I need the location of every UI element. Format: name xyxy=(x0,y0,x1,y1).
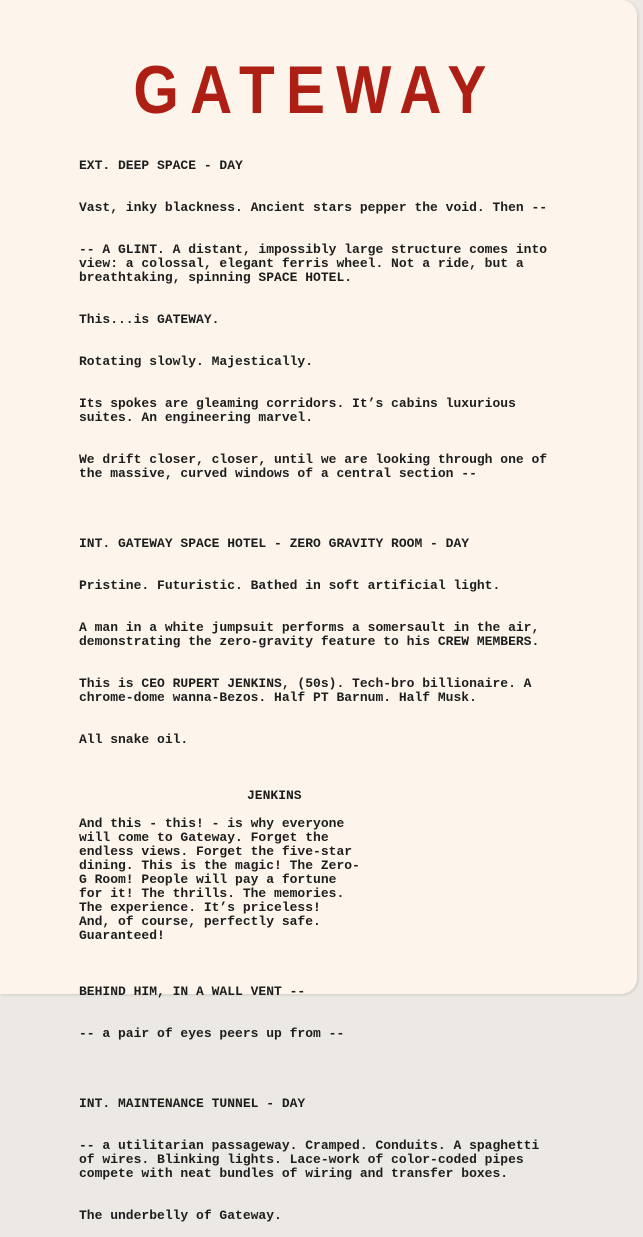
screenplay-body xyxy=(79,145,599,1237)
action-line: Its spokes are gleaming corridors. It’s cabins luxurious suites. An engineering marvel. xyxy=(79,396,516,425)
action-line: The underbelly of Gateway. xyxy=(79,1208,282,1223)
action-line: Vast, inky blackness. Ancient stars pepper the void. Then -- xyxy=(79,200,548,215)
scene-heading-2: INT. GATEWAY SPACE HOTEL - ZERO GRAVITY ROOM - DAY xyxy=(79,536,470,551)
action-line: All snake oil. xyxy=(79,732,189,747)
character-cue: JENKINS xyxy=(247,788,302,803)
action-line: We drift closer, closer, until we are looking through one of the massive, curved windows of a central section -- xyxy=(79,452,548,481)
action-line: A man in a white jumpsuit performs a somersault in the air, demonstrating the zero-gravity feature to his CREW MEMBERS. xyxy=(79,620,540,649)
action-line: This...is GATEWAY. xyxy=(79,312,220,327)
action-line: This is CEO RUPERT JENKINS, (50s). Tech-bro billionaire. A chrome-dome wanna-Bezos. Half PT Barnum. Half Musk. xyxy=(79,676,532,705)
action-line: Pristine. Futuristic. Bathed in soft artificial light. xyxy=(79,578,501,593)
action-line: -- a utilitarian passageway. Cramped. Conduits. A spaghetti of wires. Blinking lights. Lace-work of color-coded pipes compete with neat bundles of wiring and transfer boxes. xyxy=(79,1138,540,1181)
action-line: BEHIND HIM, IN A WALL VENT -- xyxy=(79,984,306,999)
scene-heading-1: EXT. DEEP SPACE - DAY xyxy=(79,158,243,173)
action-line: -- A GLINT. A distant, impossibly large structure comes into view: a colossal, elegant ferris wheel. Not a ride, but a breathtaking, spinning SPACE HOTEL. xyxy=(79,242,548,285)
action-line: -- a pair of eyes peers up from -- xyxy=(79,1026,345,1041)
action-line: Rotating slowly. Majestically. xyxy=(79,354,314,369)
script-title: GATEWAY xyxy=(133,52,498,128)
dialogue: And this - this! - is why everyone will come to Gateway. Forget the endless views. Forget the five-star dining. This is the magic! The Zero- G Room! People will pay a fortune for it! The thrills. The memories. The experience. It’s priceless! And, of course, perfectly safe. Guaranteed! xyxy=(79,816,360,943)
scene-heading-3: INT. MAINTENANCE TUNNEL - DAY xyxy=(79,1096,306,1111)
